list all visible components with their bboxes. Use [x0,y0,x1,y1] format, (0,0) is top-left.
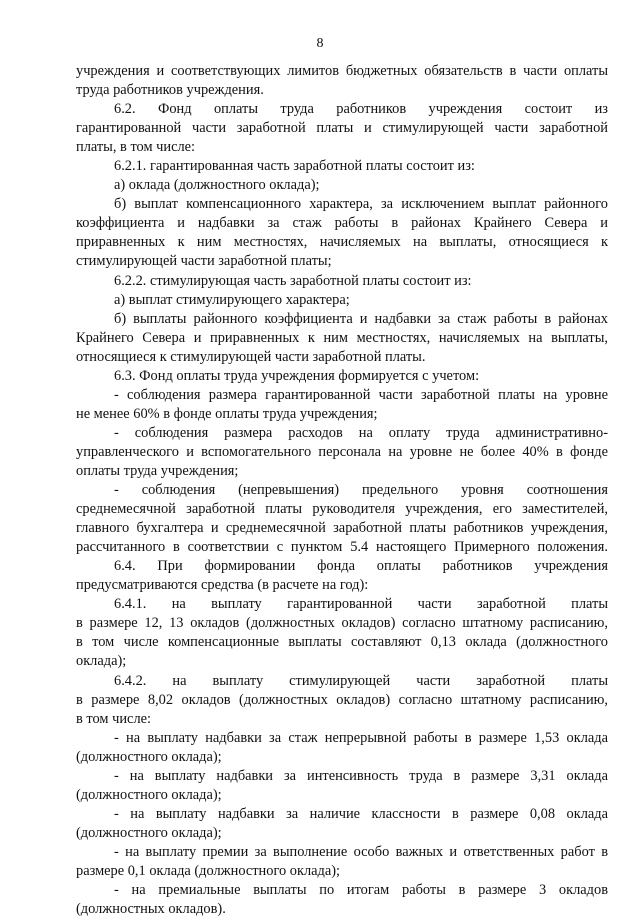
text-line: - на выплату надбавки за стаж непрерывной работы в размере 1,53 оклада [114,729,608,746]
text-line: (должностного оклада); [76,786,222,803]
text-line: - соблюдения (непревышения) предельного уровня соотношения [114,482,608,499]
text-line: а) оклада (должностного оклада); [114,177,320,194]
text-line: 6.3. Фонд оплаты труда учреждения формируется с учетом: [114,367,480,384]
page-number: 8 [316,36,324,51]
text-line: б) выплат компенсационного характера, за исключением выплат районного [114,196,608,213]
text-line: учреждения и соответствующих лимитов бюджетных обязательств в части оплаты [76,63,608,79]
text-line: в том числе: [76,710,152,727]
text-line: - на выплату надбавки за интенсивность труда в размере 3,31 оклада [114,767,608,784]
text-line: стимулирующей части заработной платы; [76,253,332,270]
text-line: 6.2.1. гарантированная часть заработной платы состоит из: [114,158,475,175]
text-line: в размере 12, 13 окладов (должностных окладов) согласно штатному расписанию, [76,615,608,632]
text-line: коэффициента и надбавки за стаж работы в районах Крайнего Севера и [76,215,608,232]
text-line: (должностного оклада); [76,824,222,841]
text-line: (должностного оклада); [76,748,222,765]
text-line: оплаты труда учреждения; [76,462,239,479]
text-line: а) выплат стимулирующего характера; [114,291,350,308]
text-line: в том числе компенсационные выплаты составляют 0,13 оклада (должностного [76,634,608,651]
text-line: 6.2.2. стимулирующая часть заработной платы состоит из: [114,272,472,289]
text-line: (должностных окладов). [76,901,226,918]
text-line: относящиеся к стимулирующей части заработной платы. [76,348,426,365]
text-line: управленческого и вспомогательного персонала на уровне не более 40% в фонде [76,443,608,460]
text-line: главного бухгалтера и среднемесячной заработной платы работников учреждения, [76,520,608,537]
text-line: 6.4.1. на выплату гарантированной части заработной платы [114,596,608,613]
text-line: - на премиальные выплаты по итогам работы в размере 3 окладов [114,882,608,899]
text-line: в размере 8,02 окладов (должностных окладов) согласно штатному расписанию, [76,691,608,708]
text-line: платы, в том числе: [76,139,196,156]
text-line: приравненных к ним местностях, начисляемых на выплаты, относящиеся к [76,234,608,251]
text-line: труда работников учреждения. [76,82,264,99]
text-line: 6.4. При формировании фонда оплаты работников учреждения [114,558,608,575]
text-line: - соблюдения размера расходов на оплату труда административно- [114,424,608,441]
text-line: - на выплату премии за выполнение особо важных и ответственных работ в [114,843,608,860]
text-line: - на выплату надбавки за наличие классности в размере 0,08 оклада [114,805,608,822]
document-body [76,62,608,919]
text-line: гарантированной части заработной платы и стимулирующей части заработной [76,120,608,137]
text-line: 6.2. Фонд оплаты труда работников учреждения состоит из [114,101,608,118]
text-line: 6.4.2. на выплату стимулирующей части заработной платы [114,672,608,689]
text-line: не менее 60% в фонде оплаты труда учреждения; [76,405,378,422]
text-line: б) выплаты районного коэффициента и надбавки за стаж работы в районах [114,310,608,327]
text-line: размере 0,1 оклада (должностного оклада); [76,862,341,879]
text-line: рассчитанного в соответствии с пунктом 5.4 настоящего Примерного положения. [76,539,608,556]
text-line: - соблюдения размера гарантированной части заработной платы на уровне [114,386,608,403]
text-line: оклада); [76,653,127,670]
text-line: Крайнего Севера и приравненных к ним местностях, начисляемых на выплаты, [76,329,608,346]
text-line: предусматриваются средства (в расчете на год): [76,577,369,594]
text-line: среднемесячной заработной платы руководителя учреждения, его заместителей, [76,501,608,518]
